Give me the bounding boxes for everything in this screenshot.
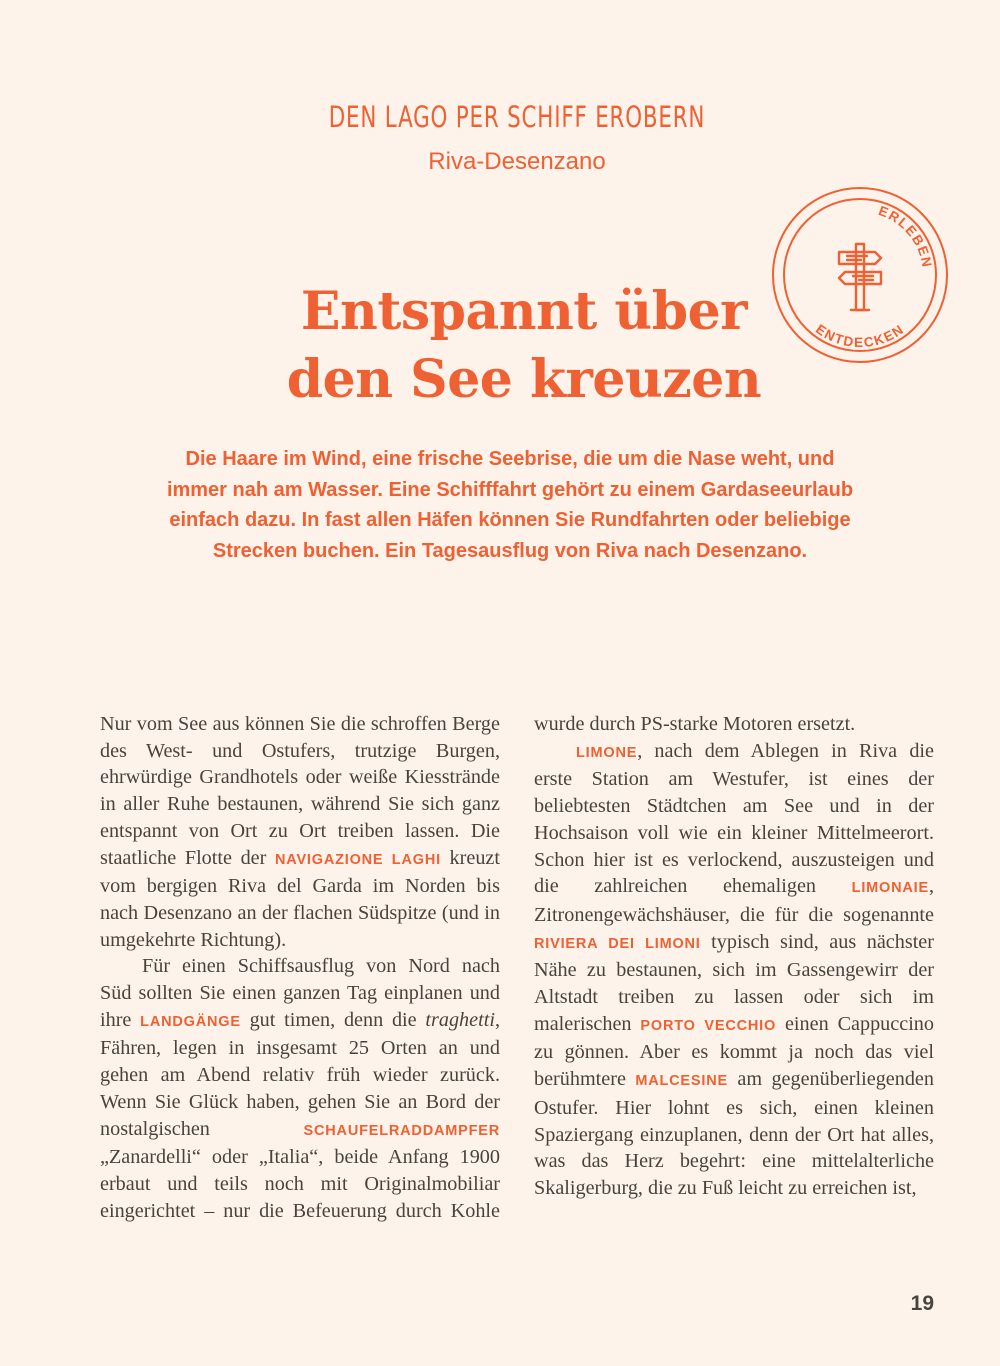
keyword-highlight: NAVIGAZIONE LAGHI [274, 851, 441, 868]
keyword-highlight: LIMONAIE [851, 880, 929, 897]
text-column-left [100, 711, 500, 1224]
keyword-highlight: LIMONE [576, 744, 638, 761]
article-headline [0, 278, 1000, 414]
badge-bottom-text: ENTDECKEN [813, 321, 907, 351]
headline-line-2: den See kreuzen [286, 349, 762, 410]
section-kicker: DEN LAGO PER SCHIFF EROBERN [328, 100, 706, 134]
keyword-highlight: PORTO VECCHIO [640, 1017, 777, 1034]
route-subtitle: Riva-Desenzano [428, 148, 606, 175]
keyword-highlight: MALCESINE [635, 1073, 728, 1090]
body-paragraph-3: LIMONE, nach dem Ablegen in Riva die erste Station am Westufer, ist eines der beliebtesten Städtchen am See und in der Hochsaison voll wie ein kleiner Mittelmeerort. Schon hier ist es verlockend, auszusteigen und die zahlreichen ehemaligen LIMONAIE, Zitronengewächshäuser, die für die sogenannte RIVIERA DEI LIMONI typisch sind, aus nächster Nähe zu bestaunen, sich im Gassengewirr der Altstadt treiben zu lassen oder sich im malerischen PORTO VECCHIO einen Cappuccino zu gönnen. Aber es kommt ja noch das viel berühmtere MALCESINE am gegenüberliegenden Ostufer. Hier lohnt es sich, einen kleinen Spaziergang einzuplanen, denn der Ort hat alles, was das Herz begehrt: eine mittelalterliche Skaligerburg, die zu Fuß leicht zu erreichen ist, [534, 739, 934, 1199]
headline-line-1: Entspannt über [300, 281, 748, 342]
keyword-highlight: LANDGÄNGE [140, 1013, 241, 1030]
lead-paragraph: Die Haare im Wind, eine frische Seebrise, die um die Nase weht, und immer nah am Wasser. Eine Schifffahrt gehört zu einem Gardaseeurlaub einfach dazu. In fast allen Häfen können Sie Rundfahrten oder beliebige Strecken buchen. Ein Tagesausflug von Riva nach Desenzano. [166, 448, 854, 562]
italic-term: traghetti [425, 1008, 495, 1031]
keyword-highlight: RIVIERA DEI LIMONI [534, 935, 701, 952]
body-paragraph-2-continued: wurde durch PS-starke Motoren ersetzt. [534, 713, 856, 735]
keyword-highlight: SCHAUFELRADDAMPFER [303, 1122, 500, 1139]
body-paragraph-2: Für einen Schiffsausflug von Nord nach Süd sollten Sie einen ganzen Tag einplanen und ihre LANDGÄNGE gut timen, denn die traghetti, Fähren, legen in insgesamt 25 Orten an und gehen am Abend relativ früh wieder zurück. Wenn Sie Glück haben, gehen Sie an Bord der nostalgischen SCHAUFELRADDAMPFER „Zanardelli“ oder „Italia“, beide Anfang 1900 erbaut und teils noch mit Originalmobiliar eingerichtet – nur die Befeuerung durch Kohle [100, 955, 500, 1222]
text-column-right [534, 711, 934, 1202]
badge-top-text: ERLEBEN [876, 203, 935, 270]
body-paragraph-1: Nur vom See aus können Sie die schroffen Berge des West- und Ostufers, trutzige Burgen, ehrwürdige Grandhotels oder weiße Kiesstrände in aller Ruhe bestaunen, während Sie sich ganz entspannt von Ort zu Ort treiben lassen. Die staatliche Flotte der NAVIGAZIONE LAGHI kreuzt vom bergigen Riva del Garda im Norden bis nach Desenzano an der flachen Südspitze (und in umgekehrte Richtung). [100, 713, 500, 951]
page-number: 19 [910, 1292, 934, 1315]
